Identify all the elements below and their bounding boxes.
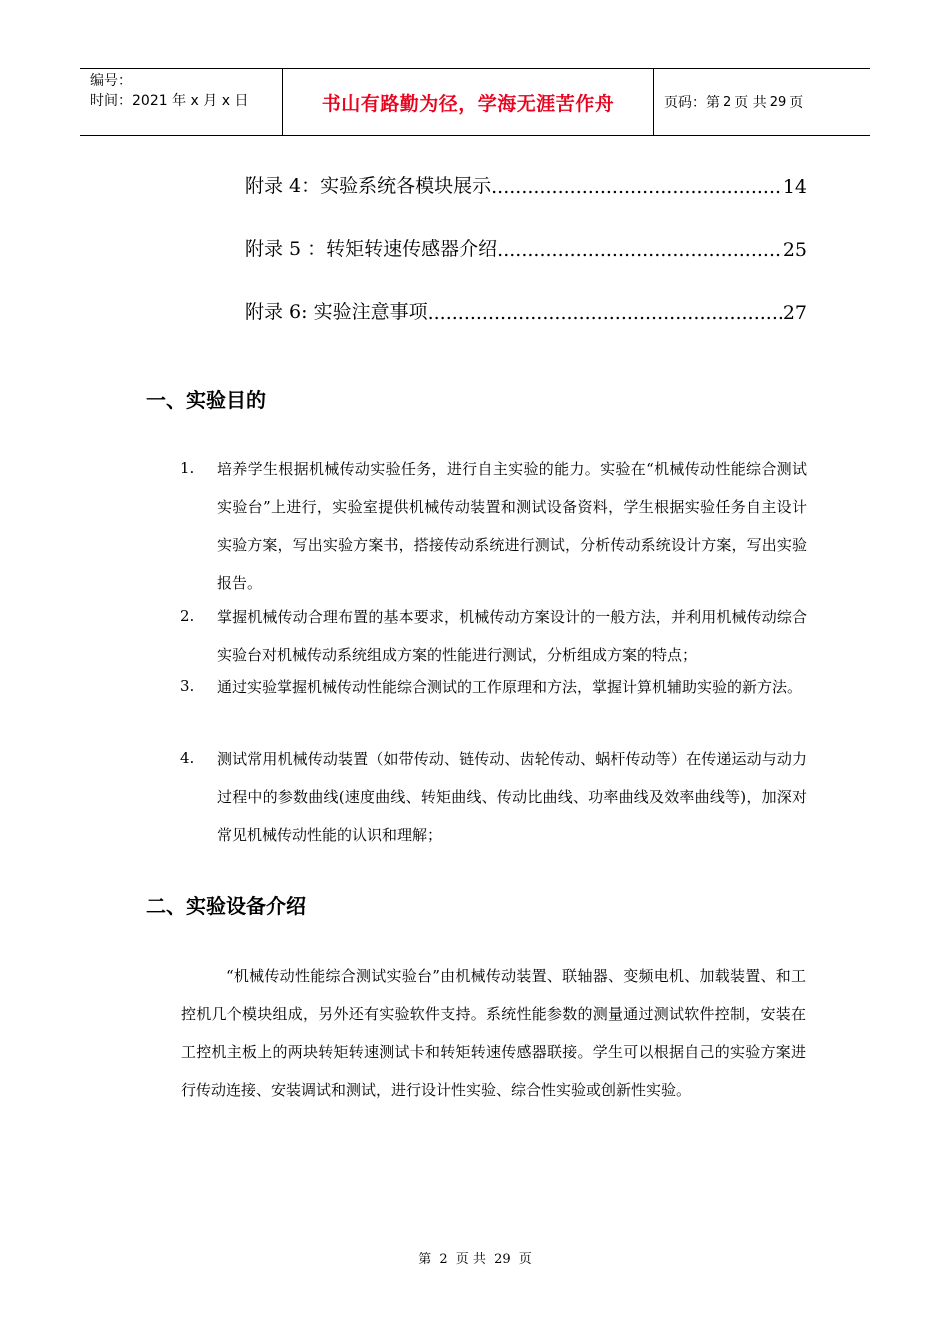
toc-entry-page: 25: [782, 239, 807, 261]
page-footer: [0, 1248, 950, 1267]
section-title-purpose: 一、实验目的: [146, 388, 266, 412]
footer-prefix: 第: [418, 1252, 432, 1267]
toc-entry[interactable]: [245, 168, 807, 198]
toc-leader-dots: [491, 176, 783, 198]
header-page-current: 2: [723, 94, 732, 110]
footer-mid: 页 共: [455, 1252, 486, 1267]
motto-text: 书山有路勤为径，学海无涯苦作舟: [321, 92, 615, 115]
list-item-number: 4.: [180, 749, 195, 767]
page-header: [80, 68, 870, 136]
section-title-equipment: 二、实验设备介绍: [146, 894, 306, 918]
toc-entry[interactable]: [245, 294, 807, 324]
toc-entry-label: 附录 6: 实验注意事项: [245, 301, 428, 323]
document-code-label: 编号：: [90, 73, 132, 89]
list-item-text: 通过实验掌握机械传动性能综合测试的工作原理和方法，掌握计算机辅助实验的新方法。: [217, 678, 803, 696]
list-item-text: 掌握机械传动合理布置的基本要求，机械传动方案设计的一般方法，并利用机械传动综合实验台对机械传动系统组成方案的性能进行测试，分析组成方案的特点；: [217, 608, 807, 664]
toc-leader-dots: [428, 302, 783, 324]
list-item-number: 2.: [180, 607, 195, 625]
equipment-paragraph: “机械传动性能综合测试实验台”由机械传动装置、联轴器、变频电机、加载装置、和工控机几个模块组成，另外还有实验软件支持。系统性能参数的测量通过测试软件控制，安装在工控机主板上的两块转矩转速测试卡和转矩转速传感器联接。学生可以根据自己的实验方案进行传动连接、安装调试和测试，进行设计性实验、综合性实验或创新性实验。: [181, 967, 806, 1099]
toc-entry-label: 附录 5 ：转矩转速传感器介绍: [245, 238, 498, 260]
toc-leader-dots: [497, 239, 783, 261]
list-item-text: 测试常用机械传动装置（如带传动、链传动、齿轮传动、蜗杆传动等）在传递运动与动力过程中的参数曲线(速度曲线、转矩曲线、传动比曲线、功率曲线及效率曲线等)，加深对常见机械传动性能的认识和理解；: [217, 750, 807, 844]
list-item-number: 1.: [180, 459, 195, 477]
toc-entry[interactable]: [245, 231, 807, 261]
list-item-number: 3.: [180, 677, 195, 695]
header-page-cell: [654, 69, 870, 135]
header-page-prefix: 页码：第: [664, 95, 720, 111]
toc-entry-page: 14: [782, 176, 807, 198]
toc-entry-label: 附录 4：实验系统各模块展示: [245, 175, 492, 197]
list-item-text: 培养学生根据机械传动实验任务，进行自主实验的能力。实验在“机械传动性能综合测试实验台”上进行，实验室提供机械传动装置和测试设备资料，学生根据实验任务自主设计实验方案，写出实验方案书，搭接传动系统进行测试，分析传动系统设计方案，写出实验报告。: [217, 460, 807, 592]
header-page-suffix: 页: [789, 95, 804, 111]
header-page-total: 29: [769, 94, 787, 110]
toc-entry-page: 27: [782, 302, 807, 324]
header-page-mid: 页 共: [734, 95, 767, 111]
header-meta-cell: [80, 69, 282, 135]
footer-page-total: 29: [494, 1252, 511, 1267]
footer-page-current: 2: [439, 1252, 448, 1267]
document-time-label: 时间：2021 年 x 月 x 日: [90, 93, 249, 109]
header-motto-cell: [282, 69, 654, 135]
footer-suffix: 页: [518, 1252, 532, 1267]
